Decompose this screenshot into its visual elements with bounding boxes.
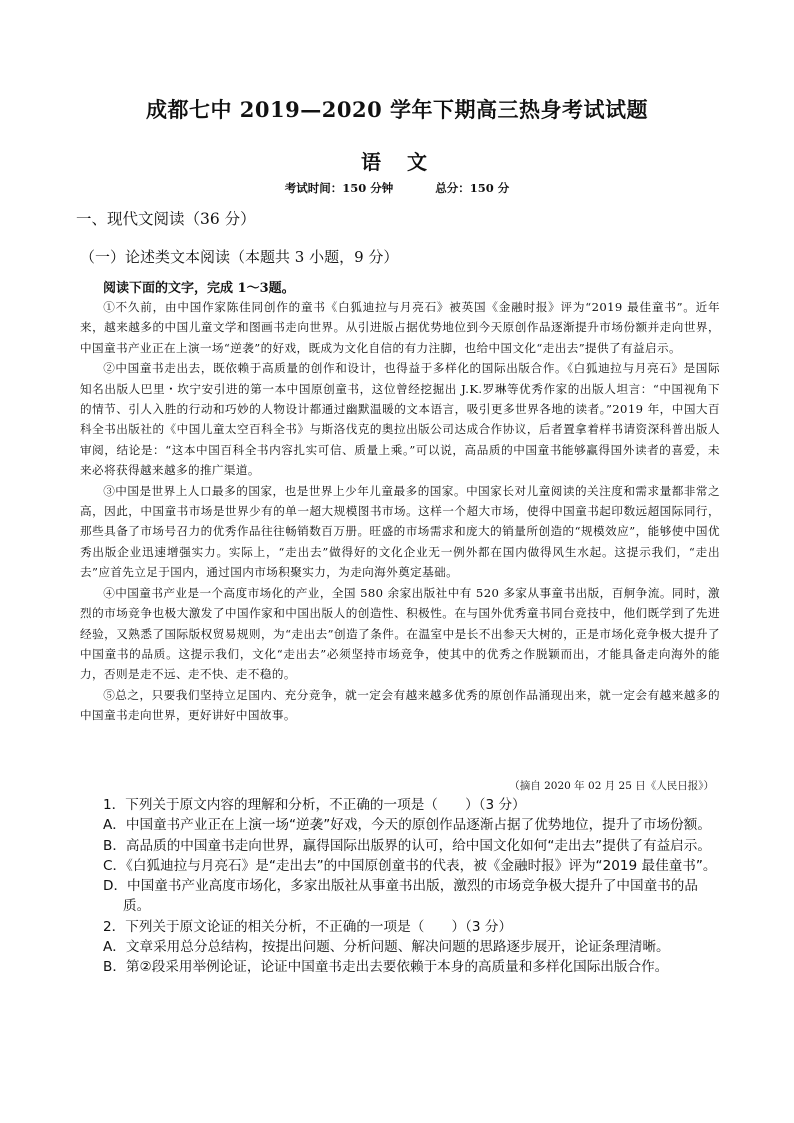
question-list (103, 795, 723, 978)
total-score: 总分：150 分 (435, 181, 510, 195)
question-option: B．第②段采用举例论证，论证中国童书走出去要依赖于本身的高质量和多样化国际出版合作。 (103, 959, 669, 976)
subject-title: 语文 (361, 150, 453, 174)
exam-time: 考试时间：150 分钟 (284, 181, 394, 195)
passage-paragraph: ④中国童书产业是一个高度市场化的产业，全国 580 余家出版社中有 520 多家从事童书出版，百舸争流。同时，激烈的市场竞争也极大激发了中国作家和中国出版人的创造性、积极性。在与国外优秀童书同台竞技中，他们既学到了先进经验，又熟悉了国际版权贸易规则，为“走出去”创造了条件。在温室中是长不出参天大树的，正是市场化竞争极大提升了中国童书的品质。这提示我们，文化“走出去”必须坚持市场竞争，使其中的优秀之作脱颖而出，才能具备走向海外的能力，否则是走不远、走不快、走不稳的。 (80, 585, 720, 682)
passage-paragraph: ⑤总之，只要我们坚持立足国内、充分竞争，就一定会有越来越多优秀的原创作品涌现出来，就一定会有越来越多的中国童书走向世界，更好讲好中国故事。 (80, 687, 720, 723)
question-option: A．文章采用总分总结构，按提出问题、分析问题、解决问题的思路逐步展开，论证条理清晰。 (103, 939, 670, 956)
exam-meta (0, 180, 794, 196)
question-option: A．中国童书产业正在上演一场“逆袭”好戏，今天的原创作品逐渐占据了优势地位，提升了市场份额。 (103, 817, 711, 834)
exam-title: 成都七中 2019—2020 学年下期高三热身考试试题 (145, 97, 648, 122)
reading-instruction: 阅读下面的文字，完成 1～3题。 (103, 281, 295, 296)
passage-paragraph: ②中国童书走出去，既依赖于高质量的创作和设计，也得益于多样化的国际出版合作。《白狐迪拉与月亮石》是国际知名出版人巴里・坎宁安引进的第一本中国原创童书，这位曾经挖掘出 J.K.罗琳等优秀作家的出版人坦言：“中国视角下的情节、引人入胜的行动和巧妙的人物设计都通过幽默温暖的文本语言，吸引更多世界各地的读者。”2019 年，中国大百科全书出版社的《中国儿童太空百科全书》与斯洛伐克的奥拉出版公司达成合作协议，后者置拿着样书请资深科普出版人审阅，结论是：“这本中国百科全书内容扎实可信、质量上乘。”可以说，高品质的中国童书能够赢得国外读者的喜爱，未来必将获得越来越多的推广渠道。 (80, 361, 720, 478)
question-stem: 2．下列关于原文论证的相关分析，不正确的一项是（ ）（3 分） (103, 918, 513, 935)
question-stem: 1．下列关于原文内容的理解和分析，不正确的一项是（ ）（3 分） (103, 797, 526, 813)
passage-paragraph: ③中国是世界上人口最多的国家，也是世界上少年儿童最多的国家。中国家长对儿童阅读的关注度和需求量都非常之高，因此，中国童书市场是世界少有的单一超大规模图书市场。这样一个超大市场，使得中国童书起印数远超国际同行，那些具备了市场号召力的优秀作品往往畅销数百万册。旺盛的市场需求和庞大的销量所创造的“规模效应”，能够使中国优秀出版企业迅速增强实力。实际上，“走出去”做得好的文化企业无一例外都在国内做得风生水起。这提示我们，“走出去”应首先立足于国内，通过国内市场积聚实力，为走向海外奠定基础。 (80, 483, 720, 580)
passage-source: （摘自 2020 年 02 月 25 日《人民日报》） (509, 780, 714, 792)
question-option: D．中国童书产业高度市场化，多家出版社从事童书出版，激烈的市场竞争极大提升了中国童书的品质。 (103, 878, 698, 915)
question-option: C．《白狐迪拉与月亮石》是“走出去”的中国原创童书的代表，被《金融时报》评为“2019 最佳童书”。 (103, 857, 717, 874)
question-option: B．高品质的中国童书走向世界，赢得国际出版界的认可，给中国文化如何“走出去”提供了有益启示。 (103, 837, 711, 854)
section-heading: 一、现代文阅读（36 分） (76, 210, 256, 228)
reading-passage (80, 297, 720, 726)
subsection-heading: （一）论述类文本阅读（本题共 3 小题，9 分） (80, 248, 399, 266)
passage-paragraph: ①不久前，由中国作家陈佳同创作的童书《白狐迪拉与月亮石》被英国《金融时报》评为“2019 最佳童书”。近年来，越来越多的中国儿童文学和图画书走向世界。从引进版占据优势地位到今天原创作品逐渐提升市场份额并走向世界，中国童书产业正在上演一场“逆袭”的好戏，既成为文化自信的有力注脚，也给中国文化“走出去”提供了有益启示。 (80, 300, 720, 355)
